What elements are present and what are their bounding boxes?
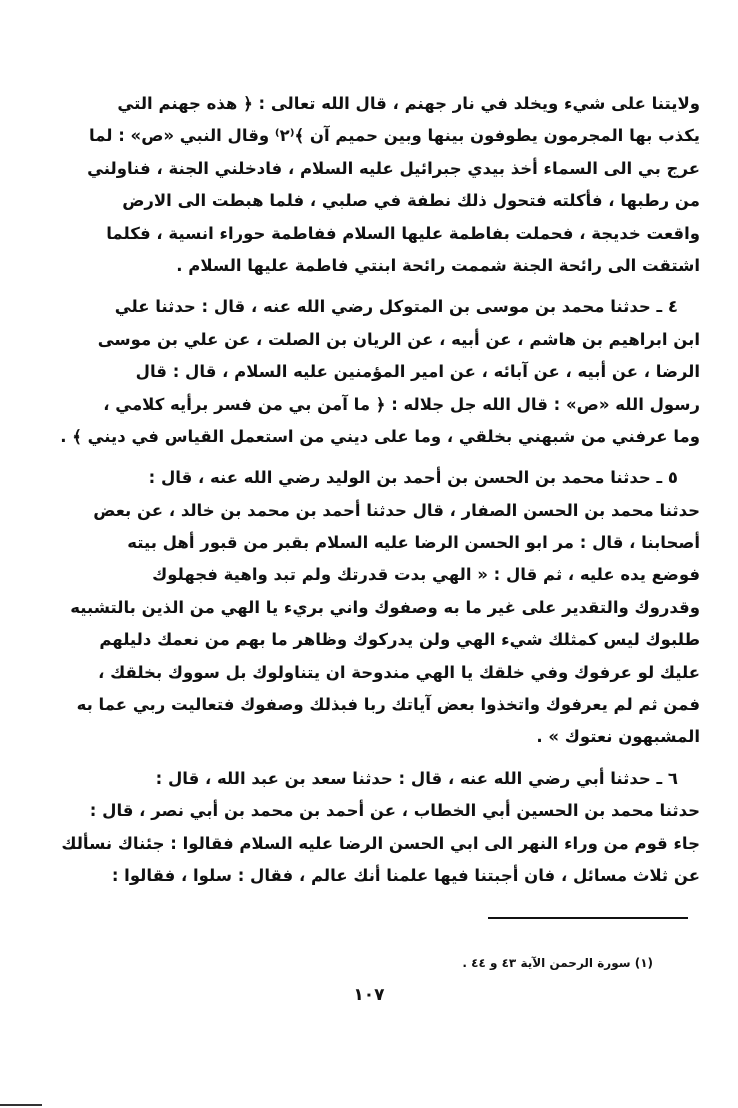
text-line: ٥ ـ حدثنا محمد بن الحسن بن أحمد بن الوليد رضي الله عنه ، قال :	[148, 468, 678, 488]
text-line: حدثنا محمد بن الحسين أبي الخطاب ، عن أحمد بن محمد بن أبي نصر ، قال :	[89, 801, 700, 821]
text-line: حدثنا محمد بن الحسن الصفار ، قال حدثنا أحمد بن محمد بن خالد ، عن بعض	[93, 500, 700, 520]
text-line: ابن ابراهيم بن هاشم ، عن أبيه ، عن الريان بن الصلت ، عن علي بن موسى	[97, 329, 700, 349]
text-line: عليك لو عرفوك وفي خلقك يا الهي مندوحة ان يتناولوك بل سووك بخلقك ،	[98, 662, 700, 682]
text-line: ٤ ـ حدثنا محمد بن موسى بن المتوكل رضي الله عنه ، قال : حدثنا علي	[114, 297, 678, 317]
text-line: الرضا ، عن أبيه ، عن آبائه ، عن امير المؤمنين عليه السلام ، قال : قال	[135, 362, 700, 382]
text-line: جاء قوم من وراء النهر الى ابي الحسن الرضا عليه السلام فقالوا : جئناك نسألك	[61, 833, 700, 853]
paragraph	[61, 763, 700, 893]
paragraph	[60, 291, 700, 453]
text-line: طلبوك ليس كمثلك شيء الهي ولن يدركوك وظاهر ما بهم من نعمك دليلهم	[99, 630, 700, 650]
paragraph	[70, 462, 700, 754]
text-line: واقعت خديجة ، فحملت بفاطمة عليها السلام ففاطمة حوراء انسية ، فكلما	[106, 223, 700, 243]
text-line: ٦ ـ حدثنا أبي رضي الله عنه ، قال : حدثنا سعد بن عبد الله ، قال :	[155, 768, 678, 788]
text-line: أصحابنا ، قال : مر ابو الحسن الرضا عليه السلام بقبر من قبور أهل بيته	[127, 533, 700, 553]
paragraph	[87, 88, 700, 282]
text-line: يكذب بها المجرمون يطوفون بينها وبين حميم آن ﴾⁽٢⁾ وقال النبي «ص» : لما	[89, 126, 700, 146]
footnote-divider	[488, 917, 688, 919]
text-line: اشتقت الى رائحة الجنة شممت رائحة ابنتي فاطمة عليها السلام .	[176, 255, 700, 275]
text-line: وما عرفني من شبهني بخلقي ، وما على ديني من استعمل القياس في ديني ﴾ .	[60, 426, 700, 446]
page-number: ١٠٧	[353, 985, 385, 1005]
text-line: المشبهون نعتوك » .	[536, 727, 700, 747]
text-line: فمن ثم لم يعرفوك واتخذوا بعض آياتك ربا فبذلك وصفوك فتعاليت ربي عما به	[76, 695, 700, 715]
body-text	[60, 88, 700, 901]
text-line: فوضع يده عليه ، ثم قال : « الهي بدت قدرتك ولم تبد واهية فجهلوك	[152, 565, 700, 585]
text-line: ولايتنا على شيء ويخلد في نار جهنم ، قال الله تعالى : ﴿ هذه جهنم التي	[117, 94, 700, 113]
text-line: عرج بي الى السماء أخذ بيدي جبرائيل عليه السلام ، فادخلني الجنة ، فناولني	[87, 158, 700, 178]
text-line: من رطبها ، فأكلته فتحول ذلك نطفة في صلبي ، فلما هبطت الى الارض	[122, 191, 700, 211]
text-line: وقدروك والتقدير على غير ما به وصفوك واني بريء يا الهي من الذين بالتشبيه	[70, 597, 700, 617]
text-line: عن ثلاث مسائل ، فان أجبتنا فيها علمنا أنك عالم ، فقال : سلوا ، فقالوا :	[111, 865, 700, 885]
footnote: (١) سورة الرحمن الآية ٤٣ و ٤٤ .	[462, 956, 653, 970]
scan-edge-mark	[0, 1104, 42, 1106]
text-line: رسول الله «ص» : قال الله جل جلاله : ﴿ ما آمن بي من فسر برأيه كلامي ،	[103, 394, 700, 414]
